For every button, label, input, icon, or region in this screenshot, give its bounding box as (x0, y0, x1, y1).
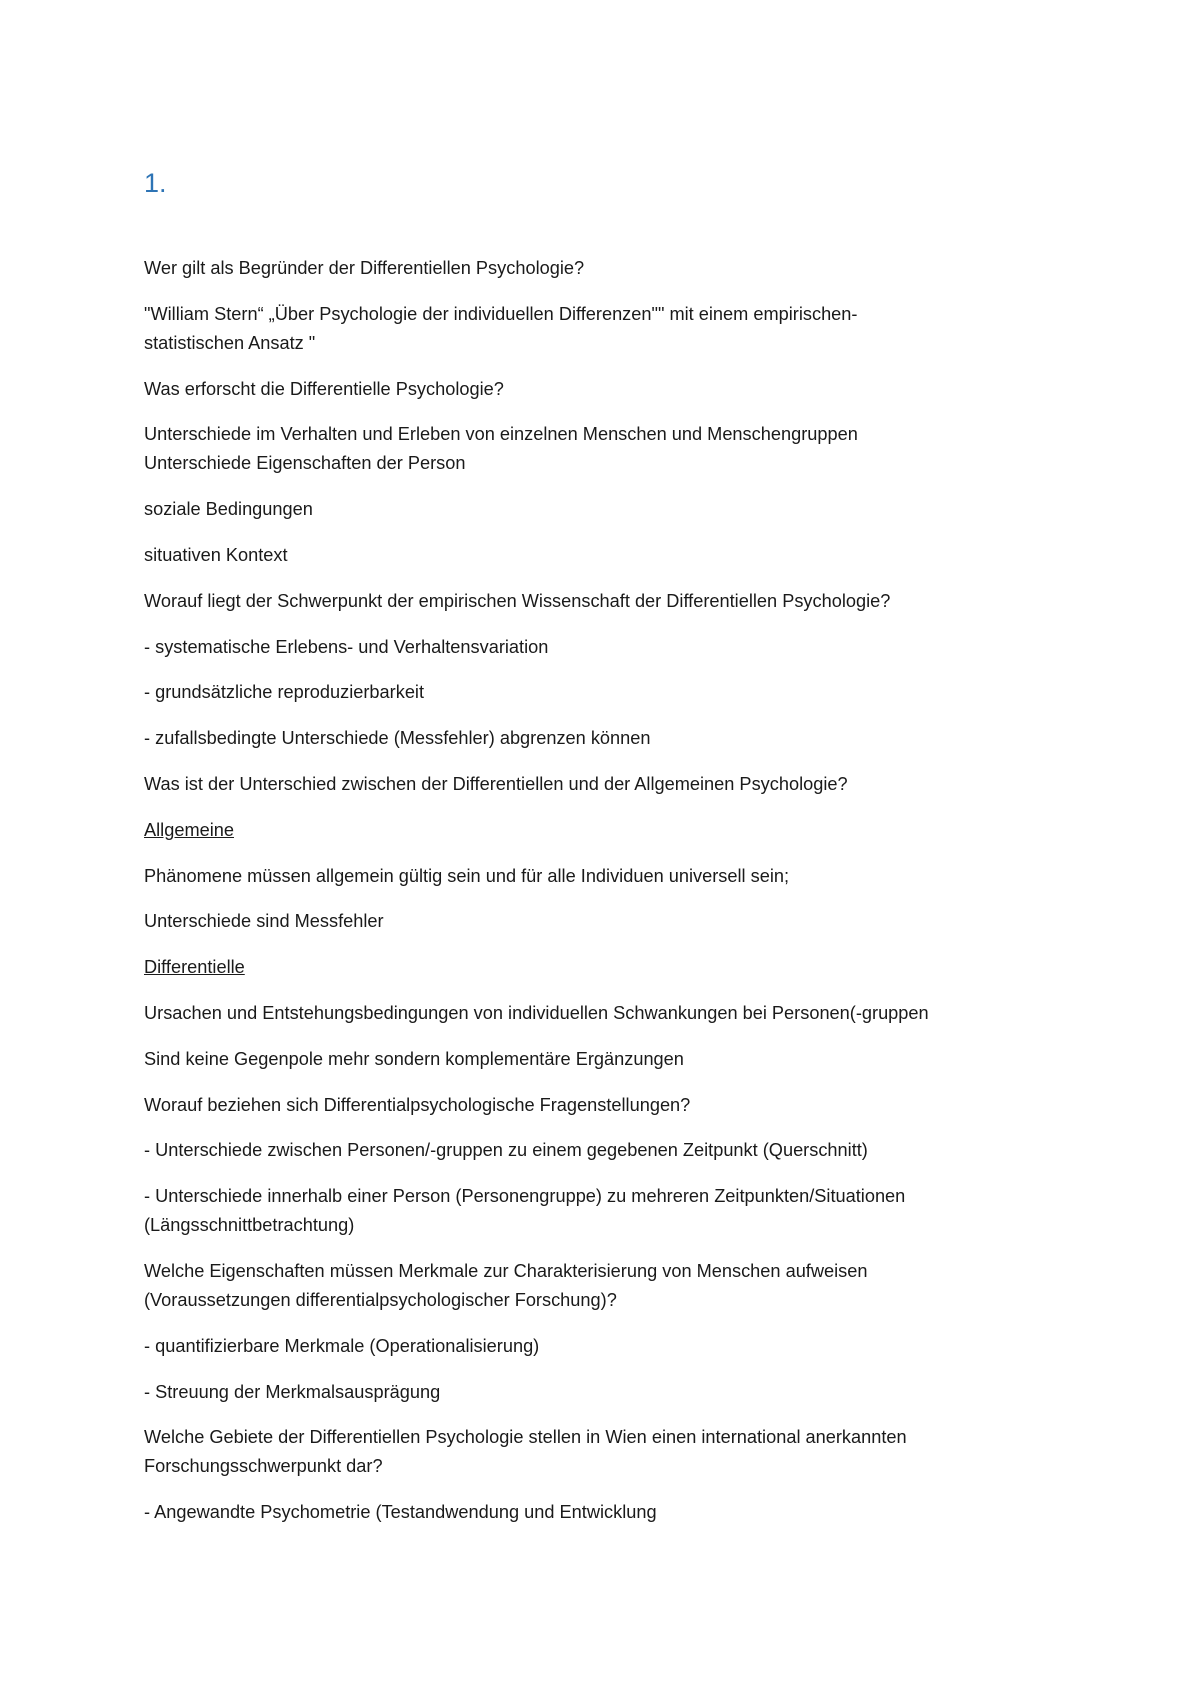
list-item: - Unterschiede innerhalb einer Person (Personengruppe) zu mehreren Zeitpunkten/Situationen (Längsschnittbetrachtung) (144, 1186, 906, 1236)
list-item: - quantifizierbare Merkmale (Operationalisierung) (144, 1335, 540, 1356)
question-questions: Worauf beziehen sich Differentialpsychologische Fragenstellungen? (144, 1094, 691, 1115)
list-item: - systematische Erlebens- und Verhaltensvariation (144, 636, 549, 657)
subheading-allgemeine: Allgemeine (144, 819, 234, 840)
answer-research: Unterschiede im Verhalten und Erleben von einzelnen Menschen und Menschengruppen Unterschiede Eigenschaften der Person (144, 424, 858, 474)
document-body (144, 254, 1044, 1544)
answer-allgemeine: Phänomene müssen allgemein gültig sein und für alle Individuen universell sein; (144, 865, 790, 886)
subheading-differentielle: Differentielle (144, 957, 245, 978)
question-characteristics: Welche Eigenschaften müssen Merkmale zur Charakterisierung von Menschen aufweisen (Voraussetzungen differentialpsychologischer Forschung)? (144, 1260, 868, 1310)
list-item: - grundsätzliche reproduzierbarkeit (144, 682, 425, 703)
question-difference: Was ist der Unterschied zwischen der Differentiellen und der Allgemeinen Psychologie? (144, 773, 848, 794)
answer-social: soziale Bedingungen (144, 499, 313, 520)
question-founder: Wer gilt als Begründer der Differentiellen Psychologie? (144, 258, 585, 278)
question-focus: Worauf liegt der Schwerpunkt der empirischen Wissenschaft der Differentiellen Psychologie? (144, 590, 891, 611)
answer-messfehler: Unterschiede sind Messfehler (144, 911, 384, 932)
list-item: - Angewandte Psychometrie (Testandwendung und Entwicklung (144, 1502, 657, 1523)
list-item: - zufallsbedingte Unterschiede (Messfehler) abgrenzen können (144, 728, 651, 749)
answer-founder: "William Stern“ „Über Psychologie der individuellen Differenzen"" mit einem empirischen- statistischen Ansatz " (144, 303, 858, 353)
list-item: - Unterschiede zwischen Personen/-gruppen zu einem gegebenen Zeitpunkt (Querschnitt) (144, 1140, 868, 1161)
answer-differentielle: Ursachen und Entstehungsbedingungen von individuellen Schwankungen bei Personen(-gruppen (144, 1002, 929, 1023)
answer-complementary: Sind keine Gegenpole mehr sondern komplementäre Ergänzungen (144, 1048, 684, 1069)
section-number-heading: 1. (144, 168, 167, 198)
question-research: Was erforscht die Differentielle Psychologie? (144, 378, 504, 399)
answer-situative: situativen Kontext (144, 544, 288, 565)
list-item: - Streuung der Merkmalsausprägung (144, 1381, 441, 1402)
question-vienna: Welche Gebiete der Differentiellen Psychologie stellen in Wien einen international anerkannten Forschungsschwerpunkt dar? (144, 1427, 907, 1477)
